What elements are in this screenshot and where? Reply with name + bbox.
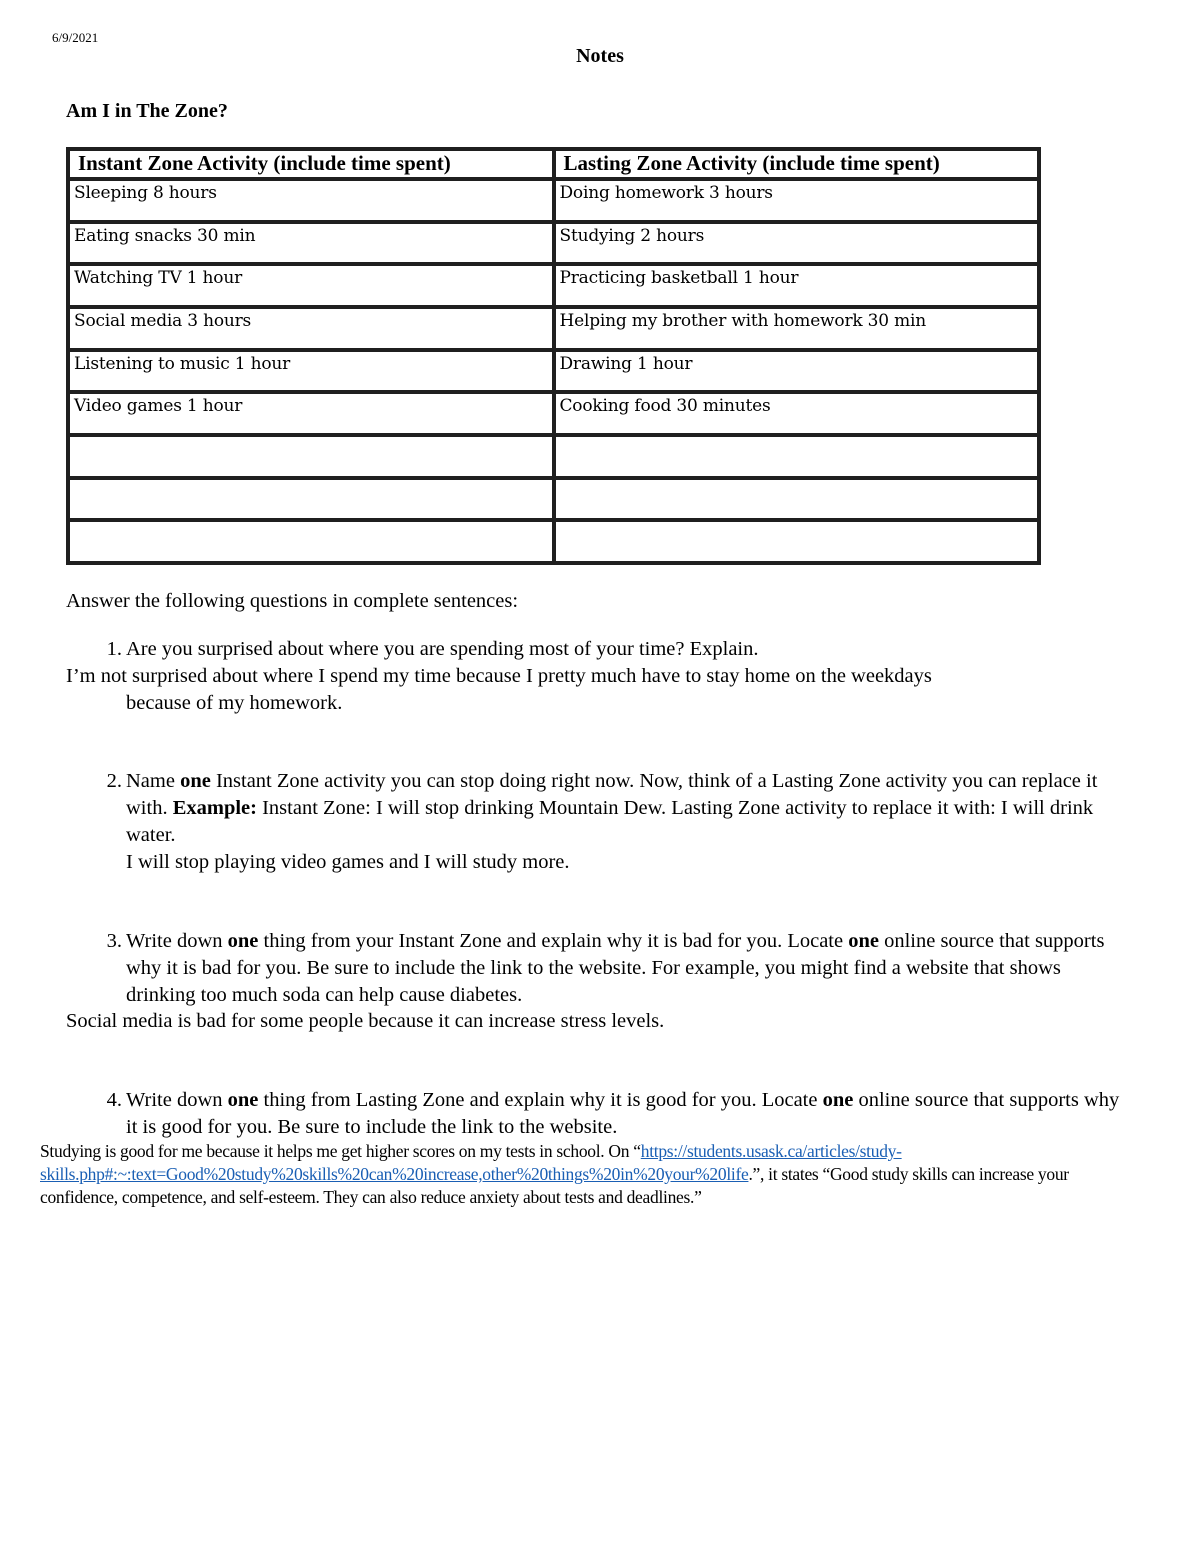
document-title: Notes — [576, 45, 624, 67]
emphasis: Example: — [172, 797, 257, 819]
emphasis: one — [180, 770, 211, 792]
instant-zone-cell[interactable]: Sleeping 8 hours — [68, 179, 554, 222]
question-text-part: online source that supports why it is bad for you. Be sure to include the link to the website. For example, you might find a website that shows drinking too much soda can help cause diabetes. — [126, 930, 1105, 1006]
question-text — [126, 768, 1130, 876]
table-row — [68, 264, 1039, 307]
emphasis: one — [848, 930, 879, 952]
table-row — [68, 435, 1039, 478]
table-row — [68, 179, 1039, 222]
lasting-zone-cell[interactable]: Helping my brother with homework 30 min — [554, 307, 1040, 350]
answer-3[interactable]: Social media is bad for some people because it can increase stress levels. — [66, 1010, 665, 1032]
lasting-zone-cell[interactable]: Doing homework 3 hours — [554, 179, 1040, 222]
table-row — [68, 307, 1039, 350]
answer-4-quote: .”, it states “Good study skills can increase your confidence, competence, and self-esteem. They can also reduce anxiety about tests and deadlines.” — [40, 1164, 1069, 1207]
instant-zone-cell[interactable]: Social media 3 hours — [68, 307, 554, 350]
answer-4[interactable] — [40, 1140, 1150, 1209]
lasting-zone-cell[interactable]: Practicing basketball 1 hour — [554, 264, 1040, 307]
lasting-zone-cell[interactable]: Cooking food 30 minutes — [554, 392, 1040, 435]
lasting-zone-cell[interactable]: Studying 2 hours — [554, 222, 1040, 265]
emphasis: one — [227, 930, 259, 952]
table-row — [68, 392, 1039, 435]
answer-1-line-1: I’m not surprised about where I spend my time because I pretty much have to stay home on the weekdays — [66, 665, 932, 687]
instant-zone-header: Instant Zone Activity (include time spent) — [68, 149, 554, 179]
instant-zone-cell[interactable] — [68, 478, 554, 521]
lasting-zone-cell[interactable] — [554, 478, 1040, 521]
instant-zone-cell[interactable]: Video games 1 hour — [68, 392, 554, 435]
question-number: 2. — [106, 770, 122, 792]
question-text-part: Instant Zone: I will stop drinking Mountain Dew. Lasting Zone activity to replace it with: I will drink water. — [126, 797, 1094, 846]
table-header-row — [68, 149, 1039, 179]
question-text-part: Instant Zone activity you can stop doing right now. Now, think of a Lasting Zone activity you can replace it with. — [126, 770, 1098, 819]
question-number: 4. — [106, 1089, 122, 1111]
lasting-zone-cell[interactable] — [554, 435, 1040, 478]
lasting-zone-header: Lasting Zone Activity (include time spent) — [554, 149, 1040, 179]
question-number: 1. — [106, 638, 122, 660]
source-link[interactable]: https://students.usask.ca/articles/study-skills.php#:~:text=Good%20study%20skills%20can%20increase,other%20things%20in%20your%20life — [40, 1141, 902, 1184]
table-row — [68, 350, 1039, 393]
question-text — [126, 1087, 1130, 1141]
question-text-part: Write down — [126, 1089, 228, 1111]
zone-activity-table — [66, 147, 1041, 565]
answer-1[interactable] — [66, 663, 1148, 717]
question-text: Are you surprised about where you are spending most of your time? Explain. — [126, 638, 759, 660]
question-text-part: thing from Lasting Zone and explain why it is good for you. Locate — [258, 1089, 823, 1111]
emphasis: one — [227, 1089, 259, 1111]
answer-2[interactable]: I will stop playing video games and I will study more. — [126, 851, 570, 873]
table-row — [68, 222, 1039, 265]
question-text-part: Write down — [126, 930, 228, 952]
instant-zone-cell[interactable]: Watching TV 1 hour — [68, 264, 554, 307]
document-date: 6/9/2021 — [52, 30, 99, 45]
instant-zone-cell[interactable]: Eating snacks 30 min — [68, 222, 554, 265]
section-heading: Am I in The Zone? — [66, 100, 228, 122]
question-text-part: thing from your Instant Zone and explain why it is bad for you. Locate — [258, 930, 849, 952]
table-row — [68, 520, 1039, 563]
question-number: 3. — [106, 930, 122, 952]
emphasis: one — [822, 1089, 854, 1111]
instant-zone-cell[interactable] — [68, 435, 554, 478]
instant-zone-cell[interactable]: Listening to music 1 hour — [68, 350, 554, 393]
answer-1-line-2: because of my homework. — [126, 692, 343, 714]
lasting-zone-cell[interactable] — [554, 520, 1040, 563]
question-text-part: Name — [126, 770, 181, 792]
instructions: Answer the following questions in complete sentences: — [66, 590, 519, 612]
lasting-zone-cell[interactable]: Drawing 1 hour — [554, 350, 1040, 393]
question-text-part: online source that supports why it is good for you. Be sure to include the link to the website. — [126, 1089, 1120, 1138]
table-row — [68, 478, 1039, 521]
instant-zone-cell[interactable] — [68, 520, 554, 563]
question-text — [126, 928, 1130, 1009]
answer-4-text: Studying is good for me because it helps me get higher scores on my tests in school. On “ — [40, 1141, 641, 1161]
